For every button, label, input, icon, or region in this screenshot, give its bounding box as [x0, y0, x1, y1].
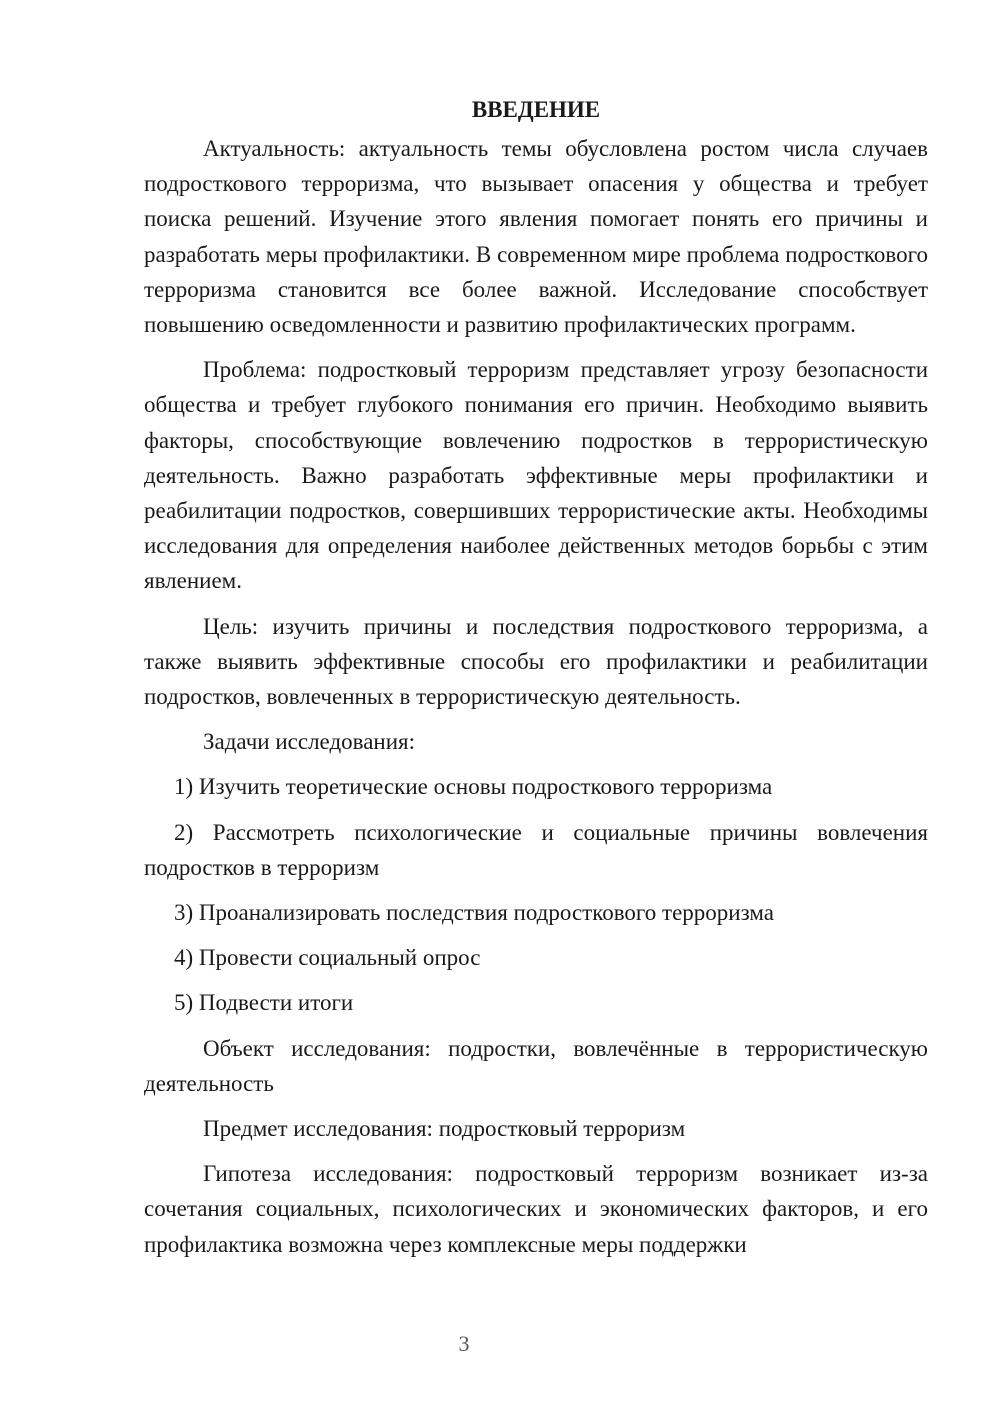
- goal-paragraph: Цель: изучить причины и последствия подросткового терроризма, а также выявить эффективные способы его профилактики и реабилитации подростков, вовлеченных в террористическую деятельность.: [144, 613, 928, 710]
- relevance-paragraph: Актуальность: актуальность темы обусловлена ростом числа случаев подросткового терроризма, что вызывает опасения у общества и требует поиска решений. Изучение этого явления помогает понять его причины и разработать меры профилактики. В современном мире проблема подросткового терроризма становится все более важной. Исследование способствует повышению осведомленности и развитию профилактических программ.: [144, 136, 928, 338]
- subject-paragraph: Предмет исследования: подростковый терроризм: [203, 1116, 686, 1142]
- hypothesis-paragraph: Гипотеза исследования: подростковый терроризм возникает из-за сочетания социальных, психологических и экономических факторов, и его профилактика возможна через комплексные меры поддержки: [144, 1161, 928, 1257]
- page-number: 3: [458, 1331, 470, 1356]
- page-title: ВВЕДЕНИЕ: [471, 97, 601, 122]
- list-item: 3) Проанализировать последствия подросткового терроризма: [174, 900, 774, 926]
- list-item: 4) Провести социальный опрос: [174, 945, 481, 971]
- list-item: 5) Подвести итоги: [174, 990, 354, 1016]
- list-item: 1) Изучить теоретические основы подросткового терроризма: [174, 774, 773, 800]
- problem-paragraph: Проблема: подростковый терроризм представляет угрозу безопасности общества и требует глубокого понимания его причин. Необходимо выявить факторы, способствующие вовлечению подростков в террористическую деятельность. Важно разработать эффективные меры профилактики и реабилитации подростков, совершивших террористические акты. Необходимы исследования для определения наиболее действенных методов борьбы с этим явлением.: [144, 357, 928, 594]
- list-item: 2) Рассмотреть психологические и социальные причины вовлечения подростков в терроризм: [144, 819, 928, 880]
- document-page: [144, 92, 928, 1272]
- tasks-list: [144, 769, 928, 1020]
- tasks-heading: Задачи исследования:: [203, 729, 416, 755]
- object-paragraph: Объект исследования: подростки, вовлечённые в террористическую деятельность: [144, 1035, 928, 1096]
